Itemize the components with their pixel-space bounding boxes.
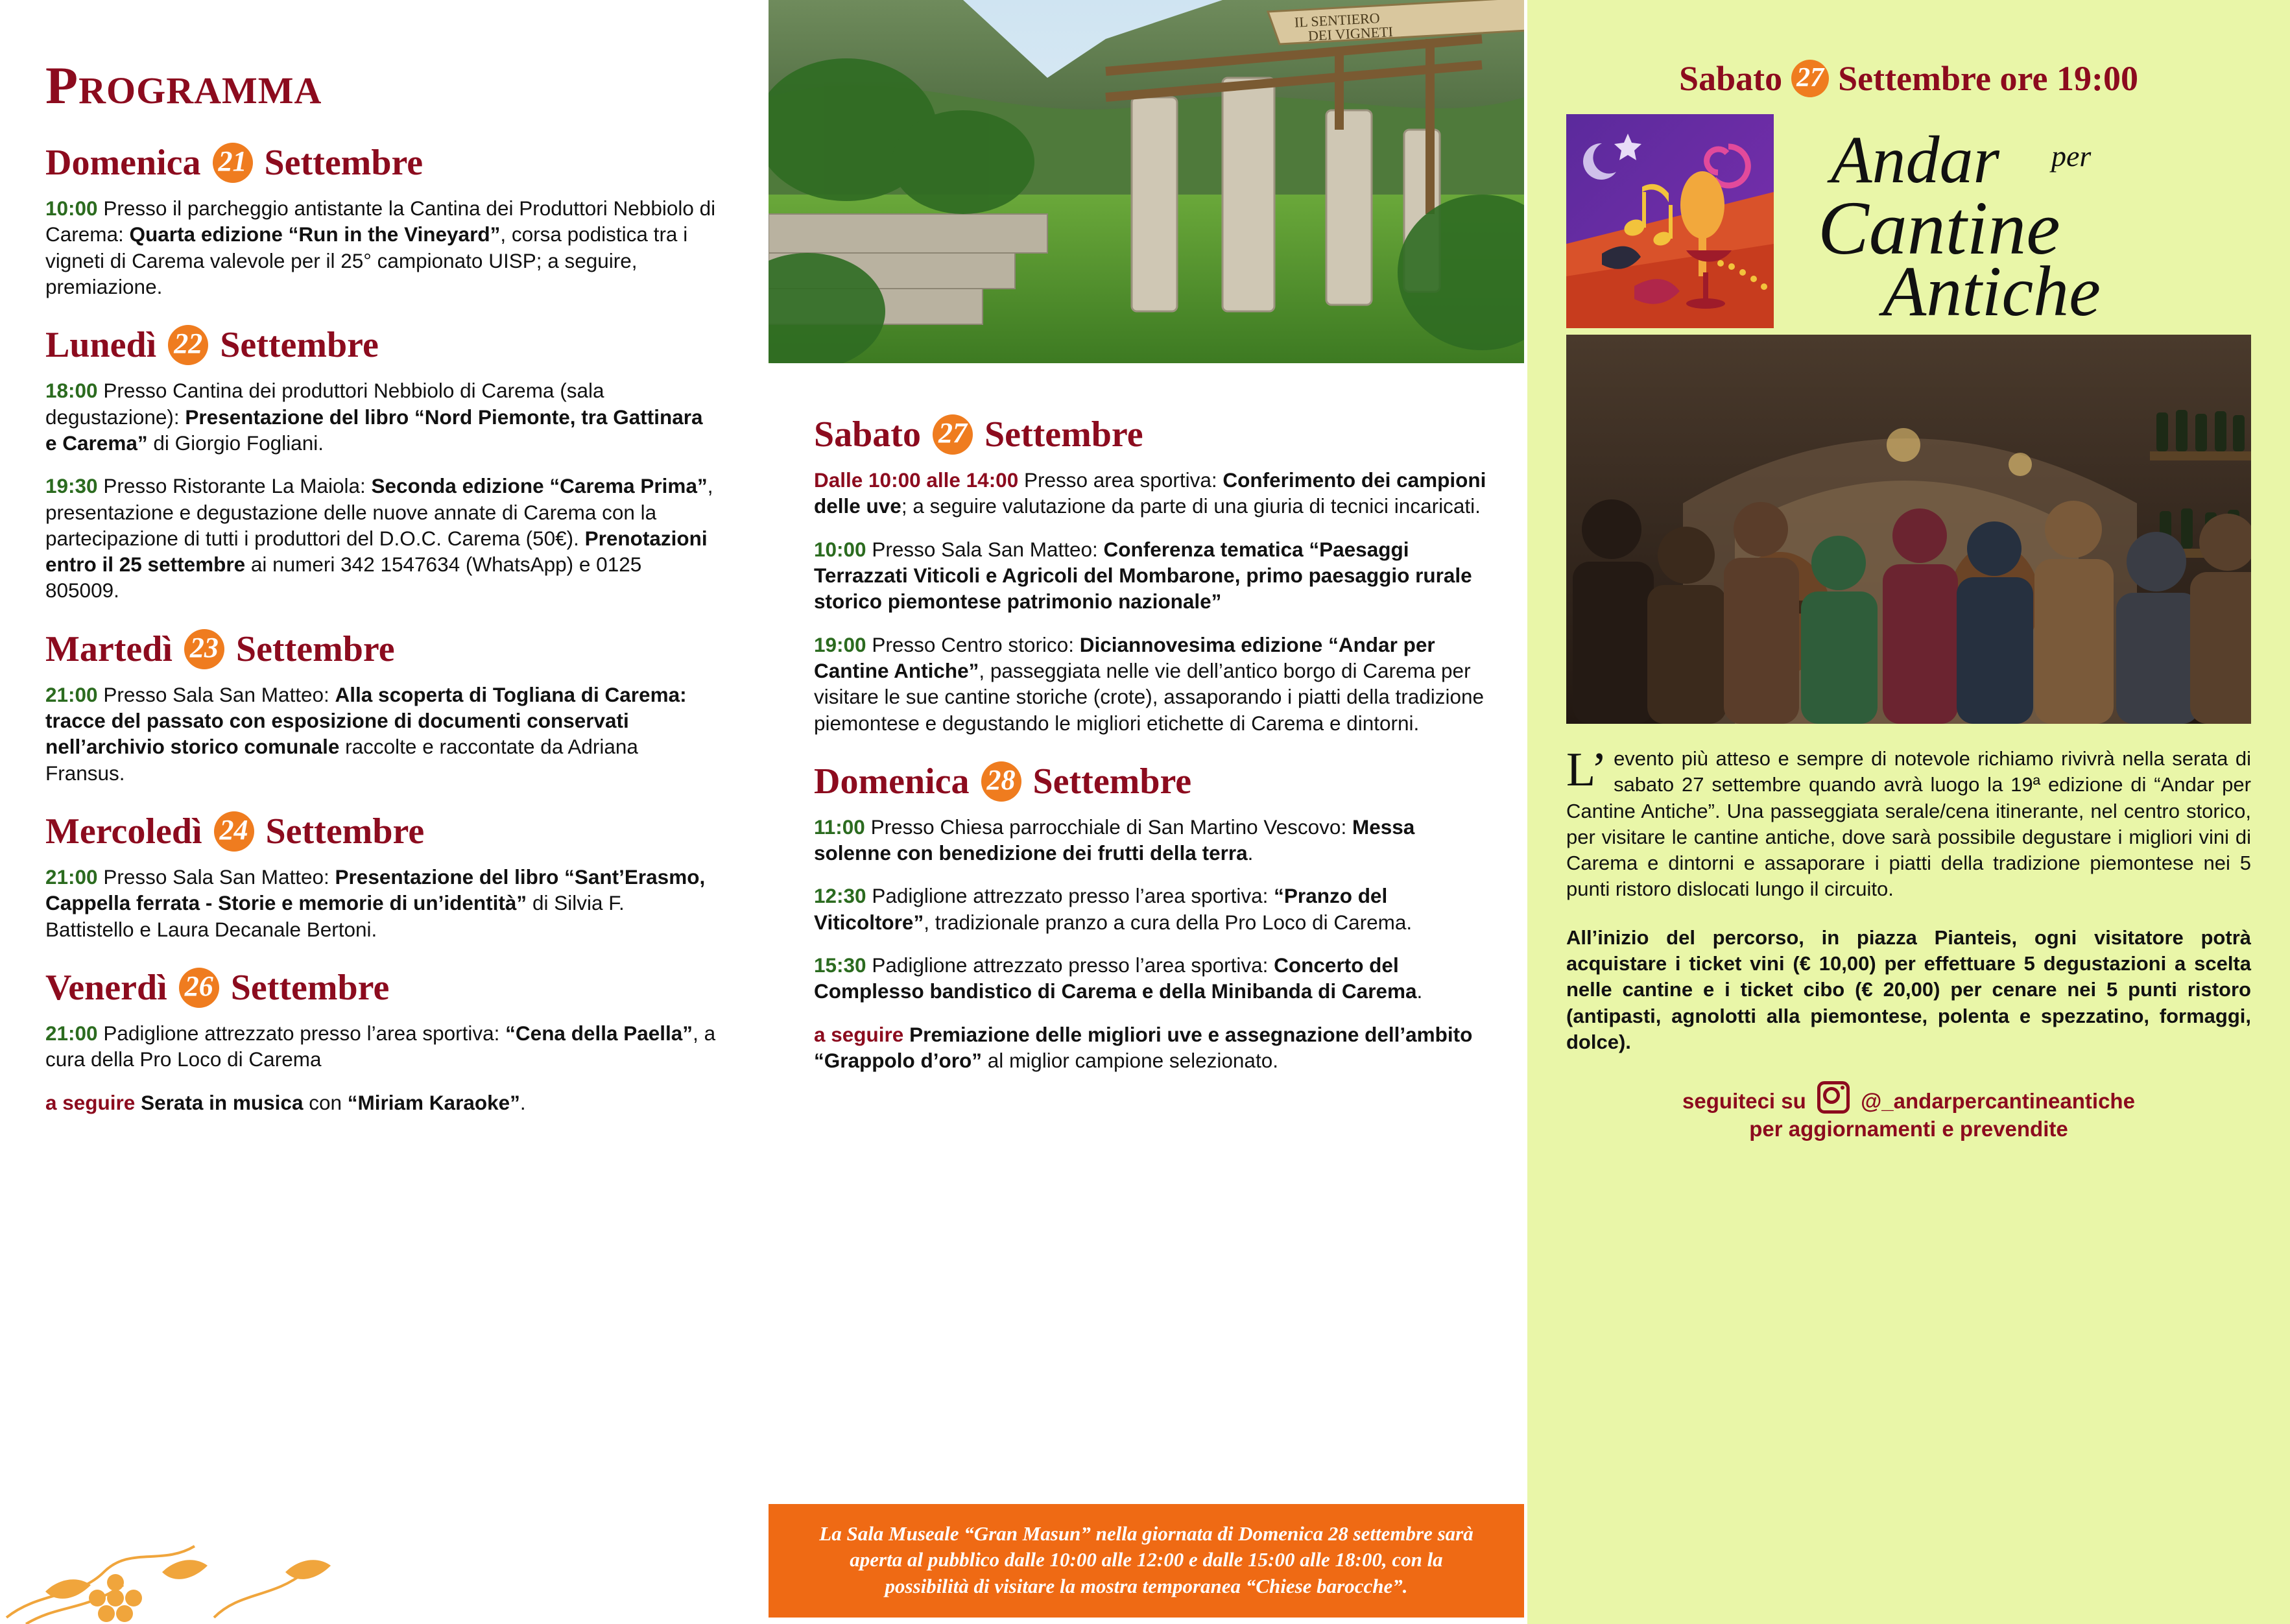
- entry-time: 21:00: [45, 865, 98, 889]
- day-weekday: Sabato: [814, 414, 921, 455]
- day-heading: [45, 142, 717, 184]
- entry-time: 12:30: [814, 884, 866, 908]
- day-number: 26: [179, 968, 219, 1008]
- event-description-1: [1566, 743, 2251, 903]
- programme-entry: 18:00 Presso Cantina dei produttori Nebbiolo di Carema (sala degustazione): Presentazione del libro “Nord Piemonte, tra Gattinara e Carema” di Giorgio Fogliani.: [45, 379, 703, 455]
- day-heading: [814, 761, 1488, 802]
- day-weekday: Venerdì: [45, 967, 167, 1008]
- event-day-number: 27: [1791, 60, 1829, 97]
- programme-entry: 19:00 Presso Centro storico: Diciannovesima edizione “Andar per Cantine Antiche”, passeggiata nelle vie dell’antico borgo di Carema per visitare le sue cantine storiche (crote), assaporando i piatti della tradizione piemontese e degustando le migliori etichette di Carema e dintorni.: [814, 632, 1485, 735]
- dropcap: L’: [1566, 743, 1608, 796]
- middle-column: [762, 0, 1527, 1624]
- day-number: 21: [213, 143, 253, 183]
- entry-time: 10:00: [45, 197, 98, 220]
- programme-column: [0, 0, 762, 1624]
- day-heading: [45, 967, 717, 1009]
- day-weekday: Domenica: [45, 143, 201, 183]
- logo-wordmark: [1774, 114, 2251, 328]
- programme-entry: 12:30 Padiglione attrezzato presso l’area sportiva: “Pranzo del Viticoltore”, tradizionale pranzo a cura della Pro Loco di Carema.: [814, 884, 1413, 934]
- day-month: Settembre: [264, 143, 423, 183]
- programme-entry: 19:30 Presso Ristorante La Maiola: Seconda edizione “Carema Prima”, presentazione e degustazione delle nuove annate di Carema con la partecipazione di tutti i produttori del D.O.C. Carema (50€). Prenotazioni entro il 25 settembre ai numeri 342 1547634 (WhatsApp) e 0125 805009.: [45, 474, 713, 603]
- instagram-icon[interactable]: [1817, 1081, 1850, 1114]
- logo-line2: Cantine: [1818, 185, 2060, 270]
- entry-time: 21:00: [45, 682, 98, 706]
- museum-notice: La Sala Museale “Gran Masun” nella giornata di Domenica 28 settembre sarà aperta al pubblico dalle 10:00 alle 12:00 e dalle 15:00 alle 18:00, con la possibilità di visitare la mostra temporanea “Chiese barocche”.: [769, 1504, 1524, 1618]
- entry-time: 19:30: [45, 474, 98, 498]
- programme-entry: 21:00 Presso Sala San Matteo: Presentazione del libro “Sant’Erasmo, Cappella ferrata - Storie e memorie di un’identità” di Silvia F. Battistello e Laura Decanale Bertoni.: [45, 865, 706, 941]
- follow-subtitle: per aggiornamenti e prevendite: [1749, 1117, 2068, 1141]
- logo-line1: Andar: [1831, 123, 1999, 197]
- day-number: 23: [184, 629, 224, 669]
- follow-label: seguiteci su: [1682, 1089, 1806, 1114]
- vineyard-path-photo: [769, 0, 1524, 363]
- logo-line1-sup: per: [2051, 139, 2092, 173]
- day-number: 24: [214, 811, 254, 852]
- page-title: PROGRAMMA: [45, 56, 322, 115]
- programme-entry: a seguire Premiazione delle migliori uve e assegnazione dell’ambito “Grappolo d’oro” al miglior campione selezionato.: [814, 1022, 1473, 1072]
- entry-time: 18:00: [45, 379, 98, 403]
- day-weekday: Martedì: [45, 628, 173, 669]
- programme-entry: 10:00 Presso Sala San Matteo: Conferenza tematica “Paesaggi Terrazzati Viticoli e Agricoli del Mombarone, primo paesaggio rurale storico piemontese patrimonio nazionale”: [814, 537, 1472, 614]
- day-number: 28: [981, 761, 1021, 802]
- logo-artwork: [1566, 114, 1774, 328]
- cellar-photo: [1566, 335, 2251, 724]
- day-heading: [45, 811, 717, 852]
- entry-time: 10:00: [814, 537, 866, 561]
- programme-entry: a seguire Serata in musica con “Miriam Karaoke”.: [45, 1090, 526, 1114]
- programme-days: [45, 142, 717, 1116]
- instagram-handle[interactable]: @_andarpercantineantiche: [1861, 1089, 2135, 1114]
- day-month: Settembre: [265, 811, 425, 852]
- svg-text:DEI VIGNETI: DEI VIGNETI: [1307, 23, 1394, 44]
- entry-time: a seguire: [814, 1022, 904, 1046]
- middle-days: [814, 389, 1488, 1090]
- programme-entry: 21:00 Padiglione attrezzato presso l’area sportiva: “Cena della Paella”, a cura della Pro Loco di Carema: [45, 1021, 716, 1071]
- svg-text:IL SENTIERO: IL SENTIERO: [1294, 10, 1381, 30]
- entry-time: Dalle 10:00 alle 14:00: [814, 468, 1019, 492]
- social-follow: [1566, 1081, 2251, 1143]
- event-description-1-text: evento più atteso e sempre di notevole richiamo rivivrà nella serata di sabato 27 settembre quando avrà luogo la 19ª edizione di “Andar per Cantine Antiche”. Una passeggiata serale/cena itinerante, nel centro storico, per visitare le cantine antiche, dove sarà possibile degustare i migliori vini di Carema e dintorni e assaporare i piatti della tradizione piemontese nei 5 punti ristoro dislocati lungo il circuito.: [1566, 747, 2251, 901]
- programme-entry: 15:30 Padiglione attrezzato presso l’area sportiva: Concerto del Complesso bandistico di Carema e della Minibanda di Carema.: [814, 953, 1423, 1003]
- day-heading: [45, 324, 717, 366]
- programme-entry: 11:00 Presso Chiesa parrocchiale di San Martino Vescovo: Messa solenne con benedizione dei frutti della terra.: [814, 815, 1415, 865]
- event-column: [1527, 0, 2290, 1624]
- entry-time: 11:00: [814, 815, 865, 839]
- day-number: 27: [933, 414, 973, 455]
- day-heading: [814, 414, 1488, 455]
- entry-time: a seguire: [45, 1090, 136, 1114]
- day-weekday: Domenica: [814, 761, 970, 802]
- event-logo: [1566, 114, 2251, 328]
- entry-time: 19:00: [814, 632, 866, 656]
- logo-line3: Antiche: [1883, 252, 2101, 328]
- day-month: Settembre: [235, 628, 395, 669]
- programme-entry: Dalle 10:00 alle 14:00 Presso area sportiva: Conferimento dei campioni delle uve; a seguire valutazione da parte di una giuria di tecnici incaricati.: [814, 468, 1486, 518]
- programme-entry: 21:00 Presso Sala San Matteo: Alla scoperta di Togliana di Carema: tracce del passato con esposizione di documenti conservati nell’archivio storico comunale raccolte e raccontate da Adriana Fransus.: [45, 682, 687, 785]
- entry-time: 15:30: [814, 953, 866, 977]
- event-month-time: Settembre ore 19:00: [1838, 59, 2138, 98]
- day-month: Settembre: [230, 967, 390, 1008]
- entry-time: 21:00: [45, 1021, 98, 1045]
- programme-entry: 10:00 Presso il parcheggio antistante la Cantina dei Produttori Nebbiolo di Carema: Quarta edizione “Run in the Vineyard”, corsa podistica tra i vigneti di Carema valevole per il 25° campionato UISP; a seguire, premiazione.: [45, 197, 716, 298]
- day-weekday: Mercoledì: [45, 811, 202, 852]
- day-weekday: Lunedì: [45, 325, 157, 366]
- event-description-2: All’inizio del percorso, in piazza Pianteis, ogni visitatore potrà acquistare i ticket vini (€ 10,00) per effettuare 5 degustazioni a scelta nelle cantine e i ticket cibo (€ 20,00) per cenare nei 5 punti ristoro (antipasti, agnolotti alla piemontese, polenta e spezzatino, formaggi, dolce).: [1566, 925, 2251, 1053]
- event-date-header: [1566, 58, 2251, 99]
- day-number: 22: [168, 325, 208, 365]
- event-weekday: Sabato: [1679, 59, 1783, 98]
- day-month: Settembre: [984, 414, 1143, 455]
- day-month: Settembre: [220, 325, 379, 366]
- day-heading: [45, 628, 717, 670]
- day-month: Settembre: [1032, 761, 1192, 802]
- grape-decoration-icon: [0, 1494, 363, 1624]
